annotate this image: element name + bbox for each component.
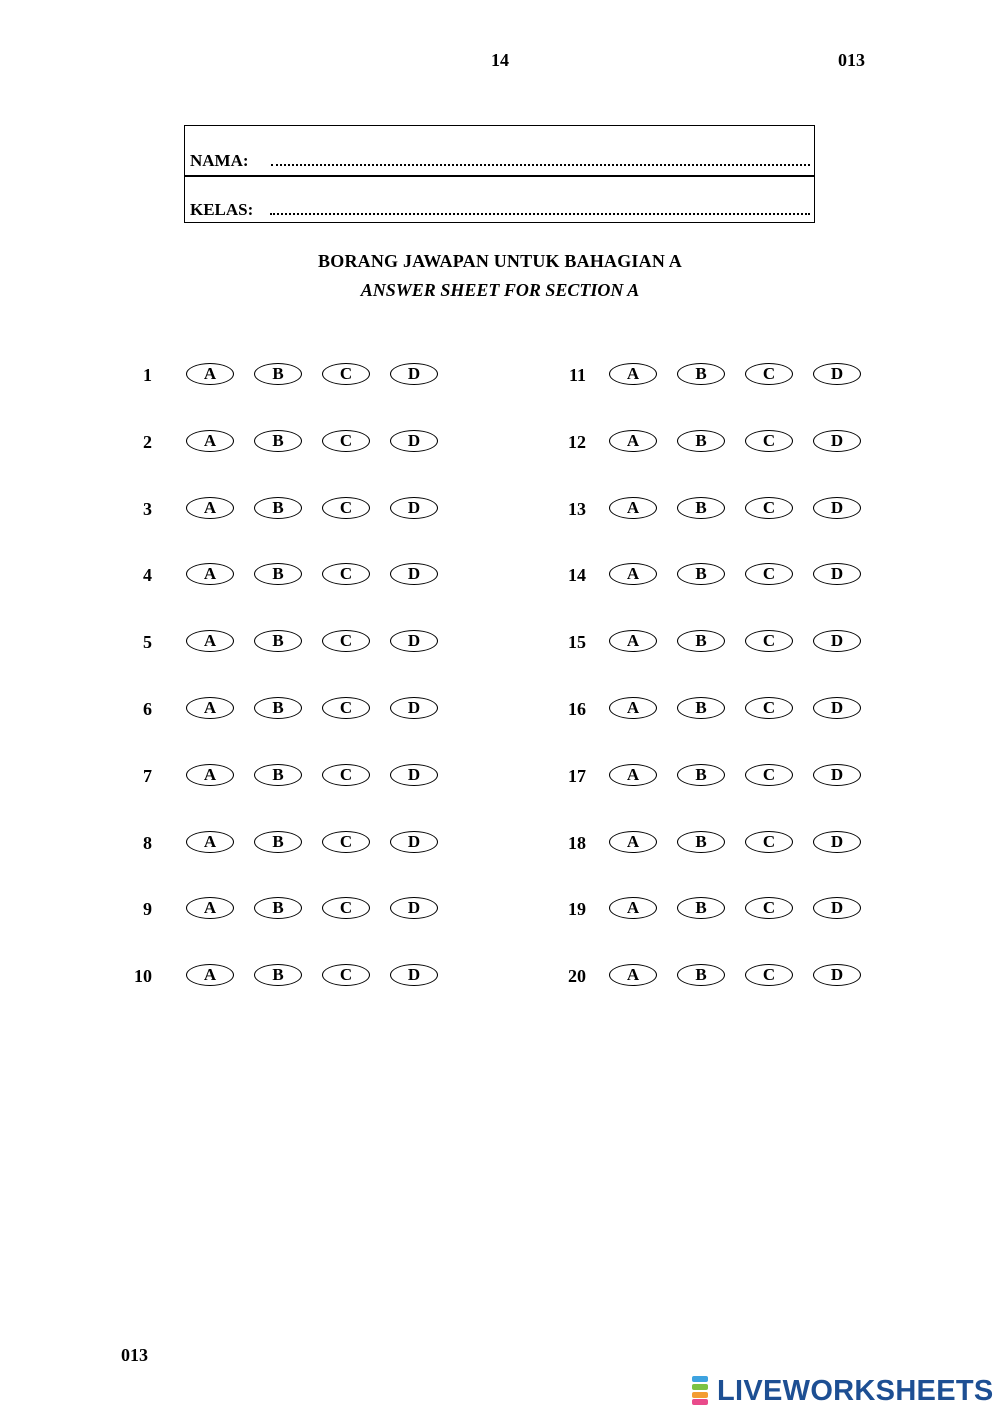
- answer-option-a[interactable]: A: [186, 897, 234, 919]
- question-row: [112, 427, 458, 457]
- question-number: 3: [143, 498, 152, 519]
- question-row: [546, 427, 881, 457]
- paper-code-bottom: 013: [121, 1345, 148, 1365]
- question-number: 11: [568, 365, 586, 385]
- answer-option-c[interactable]: C: [322, 363, 370, 385]
- logo-block: [692, 1384, 708, 1390]
- answer-option-b[interactable]: B: [254, 363, 302, 385]
- question-row: [546, 360, 881, 390]
- answer-option-c[interactable]: C: [745, 964, 793, 986]
- answer-option-c[interactable]: C: [745, 831, 793, 853]
- answer-option-d[interactable]: D: [813, 831, 861, 853]
- question-number: 18: [568, 832, 586, 853]
- answer-option-b[interactable]: B: [254, 630, 302, 652]
- answer-option-c[interactable]: C: [745, 630, 793, 652]
- answer-option-c[interactable]: C: [322, 897, 370, 919]
- answer-option-d[interactable]: D: [813, 630, 861, 652]
- answer-option-c[interactable]: C: [322, 964, 370, 986]
- answer-option-a[interactable]: A: [186, 964, 234, 986]
- answer-option-b[interactable]: B: [254, 430, 302, 452]
- answer-option-a[interactable]: A: [609, 697, 657, 719]
- question-row: [112, 828, 458, 858]
- brand-wordmark: LIVEWORKSHEETS: [717, 1374, 994, 1407]
- answer-option-b[interactable]: B: [254, 764, 302, 786]
- answer-option-b[interactable]: B: [677, 430, 725, 452]
- answer-option-b[interactable]: B: [677, 363, 725, 385]
- class-row[interactable]: [185, 175, 814, 224]
- answer-option-c[interactable]: C: [745, 563, 793, 585]
- answer-option-b[interactable]: B: [677, 563, 725, 585]
- class-label: KELAS:: [190, 200, 254, 219]
- question-number: 15: [568, 632, 586, 653]
- question-row: [546, 694, 881, 724]
- answer-option-c[interactable]: C: [322, 497, 370, 519]
- question-row: [112, 761, 458, 791]
- answer-option-b[interactable]: B: [254, 697, 302, 719]
- answer-option-c[interactable]: C: [322, 563, 370, 585]
- question-number: 9: [143, 899, 152, 920]
- answer-option-b[interactable]: B: [677, 964, 725, 986]
- answer-option-d[interactable]: D: [390, 831, 438, 853]
- answer-option-a[interactable]: A: [186, 430, 234, 452]
- answer-option-c[interactable]: C: [745, 497, 793, 519]
- answer-option-d[interactable]: D: [390, 363, 438, 385]
- answer-option-c[interactable]: C: [745, 363, 793, 385]
- question-row: [546, 894, 881, 924]
- class-field[interactable]: [270, 213, 810, 215]
- answer-option-b[interactable]: B: [254, 497, 302, 519]
- question-number: 16: [568, 699, 586, 719]
- answer-option-b[interactable]: B: [254, 831, 302, 853]
- paper-code-top: 013: [838, 50, 865, 70]
- answer-option-b[interactable]: B: [677, 897, 725, 919]
- answer-option-d[interactable]: D: [390, 497, 438, 519]
- answer-option-d[interactable]: D: [813, 964, 861, 986]
- answer-option-d[interactable]: D: [390, 764, 438, 786]
- question-number: 6: [143, 699, 152, 719]
- question-number: 4: [143, 565, 152, 586]
- answer-option-b[interactable]: B: [677, 764, 725, 786]
- answer-option-c[interactable]: C: [322, 630, 370, 652]
- answer-option-a[interactable]: A: [609, 497, 657, 519]
- answer-option-c[interactable]: C: [322, 430, 370, 452]
- question-row: [546, 828, 881, 858]
- question-number: 5: [143, 632, 152, 653]
- answer-option-a[interactable]: A: [609, 630, 657, 652]
- answer-option-a[interactable]: A: [609, 764, 657, 786]
- answer-option-a[interactable]: A: [186, 497, 234, 519]
- answer-option-c[interactable]: C: [745, 764, 793, 786]
- question-number: 20: [568, 966, 586, 987]
- student-info-box: [184, 125, 815, 223]
- question-row: [112, 961, 458, 991]
- question-number: 13: [568, 498, 586, 519]
- page-number: 14: [491, 50, 509, 70]
- answer-option-b[interactable]: B: [254, 897, 302, 919]
- question-row: [546, 627, 881, 657]
- question-number: 8: [143, 832, 152, 853]
- answer-option-d[interactable]: D: [813, 697, 861, 719]
- answer-option-a[interactable]: A: [609, 964, 657, 986]
- answer-option-d[interactable]: D: [813, 764, 861, 786]
- answer-option-b[interactable]: B: [677, 697, 725, 719]
- liveworksheets-logo: [692, 1373, 994, 1409]
- question-number: 17: [568, 765, 586, 786]
- logo-block: [692, 1392, 708, 1398]
- question-number: 10: [134, 966, 152, 987]
- answer-option-b[interactable]: B: [254, 563, 302, 585]
- answer-option-d[interactable]: D: [390, 563, 438, 585]
- answer-option-c[interactable]: C: [745, 697, 793, 719]
- answer-option-c[interactable]: C: [322, 697, 370, 719]
- name-field[interactable]: [271, 164, 810, 166]
- answer-option-d[interactable]: D: [813, 363, 861, 385]
- answer-option-a[interactable]: A: [186, 764, 234, 786]
- answer-option-c[interactable]: C: [745, 897, 793, 919]
- question-row: [546, 961, 881, 991]
- question-row: [112, 560, 458, 590]
- answer-option-d[interactable]: D: [390, 630, 438, 652]
- name-label: NAMA:: [190, 151, 249, 170]
- answer-option-d[interactable]: D: [390, 964, 438, 986]
- answer-option-a[interactable]: A: [609, 363, 657, 385]
- answer-option-b[interactable]: B: [677, 831, 725, 853]
- name-row[interactable]: [185, 126, 814, 177]
- question-row: [112, 360, 458, 390]
- answer-option-a[interactable]: A: [186, 563, 234, 585]
- question-number: 19: [568, 899, 586, 920]
- question-row: [112, 494, 458, 524]
- logo-block: [692, 1376, 708, 1382]
- answer-option-d[interactable]: D: [813, 563, 861, 585]
- question-row: [112, 894, 458, 924]
- answer-option-a[interactable]: A: [609, 897, 657, 919]
- answer-option-a[interactable]: A: [609, 430, 657, 452]
- answer-option-c[interactable]: C: [322, 831, 370, 853]
- answer-option-a[interactable]: A: [609, 831, 657, 853]
- section-title: BORANG JAWAPAN UNTUK BAHAGIAN A: [318, 251, 682, 271]
- answer-option-d[interactable]: D: [390, 697, 438, 719]
- question-row: [546, 494, 881, 524]
- question-row: [112, 627, 458, 657]
- liveworksheets-icon: [692, 1376, 714, 1406]
- logo-block: [692, 1399, 708, 1405]
- answer-option-d[interactable]: D: [813, 497, 861, 519]
- answer-option-c[interactable]: C: [745, 430, 793, 452]
- answer-option-d[interactable]: D: [813, 430, 861, 452]
- question-row: [546, 560, 881, 590]
- answer-option-c[interactable]: C: [322, 764, 370, 786]
- answer-option-b[interactable]: B: [677, 630, 725, 652]
- answer-option-a[interactable]: A: [186, 630, 234, 652]
- question-row: [112, 694, 458, 724]
- question-number: 2: [143, 431, 152, 452]
- answer-option-d[interactable]: D: [390, 430, 438, 452]
- answer-option-d[interactable]: D: [390, 897, 438, 919]
- question-number: 14: [568, 565, 586, 586]
- question-row: [546, 761, 881, 791]
- answer-option-b[interactable]: B: [254, 964, 302, 986]
- answer-option-a[interactable]: A: [186, 831, 234, 853]
- answer-option-b[interactable]: B: [677, 497, 725, 519]
- question-number: 12: [568, 431, 586, 452]
- section-subtitle: ANSWER SHEET FOR SECTION A: [360, 280, 640, 300]
- answer-option-a[interactable]: A: [186, 697, 234, 719]
- question-number: 1: [143, 365, 152, 385]
- question-number: 7: [143, 765, 152, 786]
- answer-option-d[interactable]: D: [813, 897, 861, 919]
- answer-option-a[interactable]: A: [609, 563, 657, 585]
- answer-option-a[interactable]: A: [186, 363, 234, 385]
